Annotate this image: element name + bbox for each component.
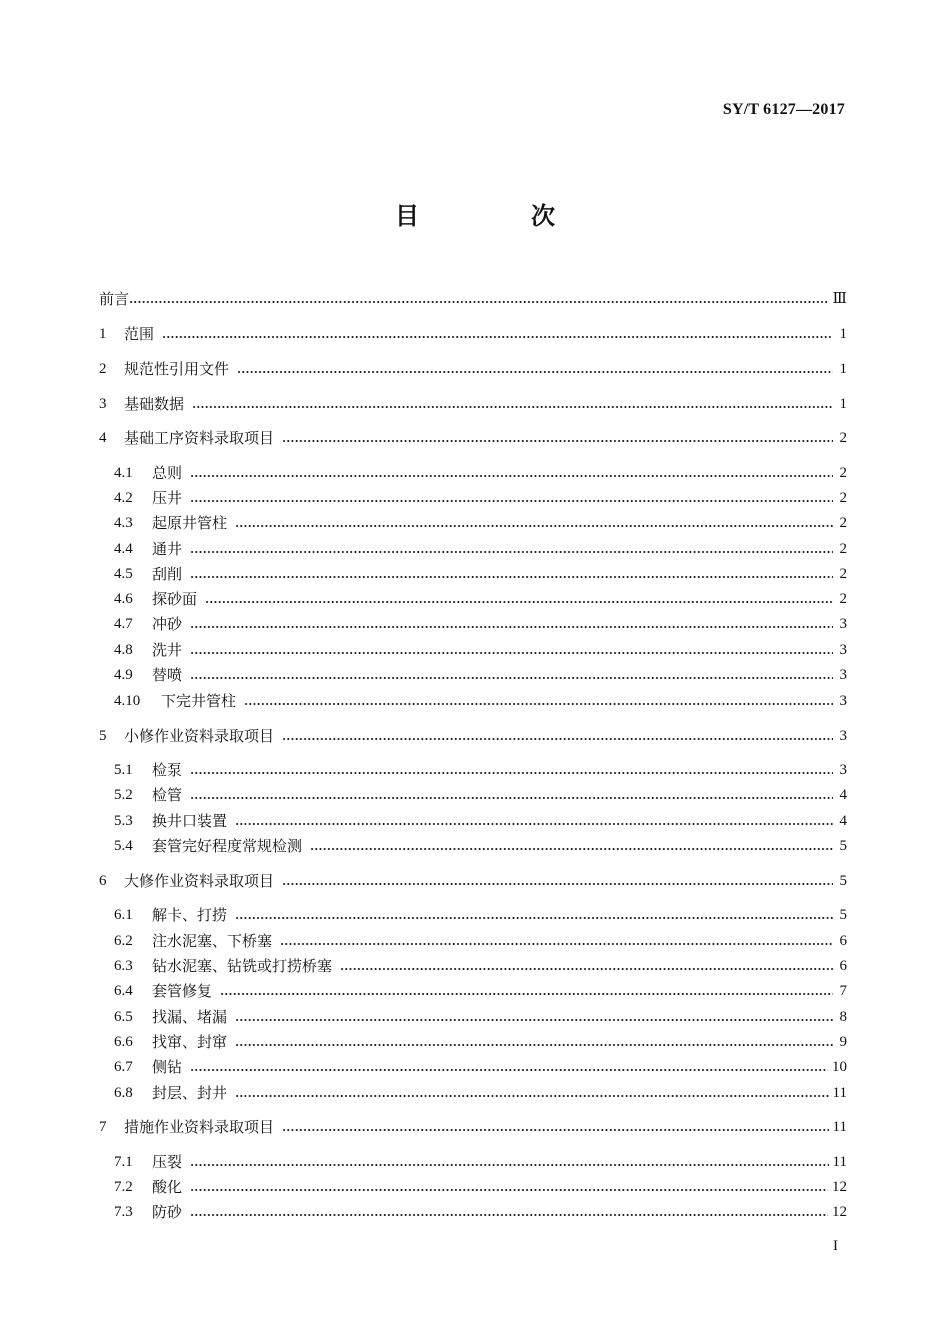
toc-entry[interactable]: [114, 954, 847, 976]
toc-entry[interactable]: [99, 1115, 847, 1137]
toc-entry[interactable]: [99, 869, 847, 891]
toc-entry-label: 大修作业资料录取项目: [124, 872, 275, 890]
toc-leader-dots: [190, 1213, 828, 1217]
toc-entry-label: 侧钻: [152, 1058, 183, 1076]
toc-leader-dots: [282, 1128, 829, 1132]
toc-entry-label: 洗井: [152, 641, 183, 659]
toc-entry-number: 2: [99, 361, 107, 377]
toc-entry-page: 1: [839, 396, 847, 412]
toc-entry-number: 5.4: [114, 838, 133, 854]
toc-entry-page: 11: [832, 1154, 847, 1170]
toc-entry[interactable]: [114, 461, 847, 483]
toc-entry-number: 6.7: [114, 1059, 133, 1075]
toc-leader-dots: [162, 335, 833, 339]
standard-code: SY/T 6127—2017: [722, 101, 845, 118]
toc-entry-number: 4.9: [114, 667, 133, 683]
toc-entry-label: 范围: [124, 325, 155, 343]
toc-entry[interactable]: [114, 1030, 847, 1052]
toc-entry-number: 6.5: [114, 1009, 133, 1025]
toc-entry-number: 1: [99, 326, 107, 342]
toc-entry-label: 检管: [152, 786, 183, 804]
toc-leader-dots: [190, 676, 833, 680]
toc-entry-label: 冲砂: [152, 615, 183, 633]
toc-leader-dots: [235, 524, 833, 528]
toc-entry-label: 解卡、打捞: [152, 906, 228, 924]
toc-entry-page: 2: [839, 566, 847, 582]
toc-entry[interactable]: [114, 1005, 847, 1027]
toc-entry-label: 封层、封井: [152, 1084, 228, 1102]
toc-entry-page: Ⅲ: [832, 291, 847, 307]
toc-entry-label: 压井: [152, 489, 183, 507]
toc-entry-number: 6.2: [114, 933, 133, 949]
toc-entry-page: 5: [839, 907, 847, 923]
toc-entry-page: 2: [839, 515, 847, 531]
toc-entry-page: 1: [839, 326, 847, 342]
toc-entry[interactable]: [114, 1055, 847, 1077]
toc-entry-label: 找窜、封窜: [152, 1033, 228, 1051]
toc-entry[interactable]: [114, 979, 847, 1001]
toc-entry[interactable]: [114, 809, 847, 831]
toc-entry[interactable]: [114, 612, 847, 634]
toc-leader-dots: [190, 550, 833, 554]
toc-leader-dots: [190, 1163, 829, 1167]
toc-entry-label: 总则: [152, 464, 183, 482]
toc-entry-number: 5: [99, 728, 107, 744]
toc-leader-dots: [190, 1068, 828, 1072]
toc-entry[interactable]: [114, 663, 847, 685]
toc-entry-page: 4: [839, 813, 847, 829]
toc-entry[interactable]: [114, 834, 847, 856]
toc-entry-page: 3: [839, 616, 847, 632]
toc-entry-page: 2: [839, 465, 847, 481]
toc-entry[interactable]: [114, 486, 847, 508]
toc-entry[interactable]: [114, 1150, 847, 1172]
toc-entry[interactable]: [99, 426, 847, 448]
toc-entry-page: 11: [832, 1119, 847, 1135]
toc-leader-dots: [235, 822, 833, 826]
toc-entry-number: 6.3: [114, 958, 133, 974]
toc-entry-label: 注水泥塞、下桥塞: [152, 932, 273, 950]
toc-entry-label: 找漏、堵漏: [152, 1008, 228, 1026]
toc-entry-number: 4.1: [114, 465, 133, 481]
toc-entry-label: 通井: [152, 540, 183, 558]
toc-leader-dots: [282, 737, 833, 741]
toc-entry[interactable]: [99, 357, 847, 379]
toc-entry-label: 钻水泥塞、钻铣或打捞桥塞: [152, 957, 333, 975]
toc-entry-page: 9: [839, 1034, 847, 1050]
toc-entry[interactable]: [99, 287, 847, 309]
toc-entry-number: 4.6: [114, 591, 133, 607]
toc-entry-page: 12: [832, 1204, 847, 1220]
toc-entry-label: 规范性引用文件: [124, 360, 230, 378]
toc-leader-dots: [190, 625, 833, 629]
toc-entry-number: 7.2: [114, 1179, 133, 1195]
toc-entry[interactable]: [114, 537, 847, 559]
toc-entry-page: 2: [839, 430, 847, 446]
toc-entry-label: 探砂面: [152, 590, 198, 608]
toc-entry[interactable]: [114, 783, 847, 805]
toc-entry-number: 7.3: [114, 1204, 133, 1220]
toc-leader-dots: [235, 1094, 829, 1098]
toc-entry-label: 检泵: [152, 761, 183, 779]
toc-entry-number: 4.10: [114, 693, 141, 709]
toc-entry-number: 5.1: [114, 762, 133, 778]
toc-entry-number: 4.5: [114, 566, 133, 582]
toc-entry-label: 酸化: [152, 1178, 183, 1196]
toc-leader-dots: [129, 300, 829, 304]
toc-entry-number: 6.8: [114, 1085, 133, 1101]
toc-entry-page: 8: [839, 1009, 847, 1025]
toc-entry-label: 防砂: [152, 1203, 183, 1221]
toc-entry-label: 刮削: [152, 565, 183, 583]
toc-entry-page: 3: [839, 642, 847, 658]
toc-entry-number: 4: [99, 430, 107, 446]
toc-leader-dots: [280, 942, 833, 946]
toc-entry-label: 措施作业资料录取项目: [124, 1118, 275, 1136]
toc-leader-dots: [237, 370, 833, 374]
page-number: I: [833, 1238, 838, 1254]
toc-entry-label: 压裂: [152, 1153, 183, 1171]
toc-entry-page: 5: [839, 873, 847, 889]
toc-entry[interactable]: [99, 322, 847, 344]
toc-entry[interactable]: [114, 689, 847, 711]
toc-entry-number: 5.2: [114, 787, 133, 803]
toc-leader-dots: [220, 992, 833, 996]
toc-entry-page: 2: [839, 541, 847, 557]
toc-entry[interactable]: [99, 392, 847, 414]
toc-entry-number: 6: [99, 873, 107, 889]
toc-entry-page: 2: [839, 490, 847, 506]
toc-entry[interactable]: [114, 511, 847, 533]
toc-leader-dots: [282, 882, 833, 886]
toc-entry-number: 4.3: [114, 515, 133, 531]
toc-entry-page: 11: [832, 1085, 847, 1101]
toc-entry-number: 6.6: [114, 1034, 133, 1050]
toc-entry-number: 4.2: [114, 490, 133, 506]
toc-entry-label: 基础工序资料录取项目: [124, 429, 275, 447]
toc-entry-page: 6: [839, 933, 847, 949]
toc-leader-dots: [205, 600, 833, 604]
toc-entry-label: 换井口装置: [152, 812, 228, 830]
toc-entry-page: 1: [839, 361, 847, 377]
toc-entry-label: 下完井管柱: [161, 692, 237, 710]
toc-entry-number: 4.4: [114, 541, 133, 557]
toc-entry-page: 4: [839, 787, 847, 803]
toc-leader-dots: [235, 1043, 833, 1047]
toc-leader-dots: [244, 702, 833, 706]
toc-entry-number: 6.4: [114, 983, 133, 999]
toc-entry[interactable]: [114, 929, 847, 951]
toc-leader-dots: [192, 405, 833, 409]
toc-entry[interactable]: [114, 1200, 847, 1222]
toc-entry[interactable]: [114, 638, 847, 660]
toc-entry-page: 7: [839, 983, 847, 999]
toc-leader-dots: [235, 1018, 833, 1022]
toc-entry-number: 3: [99, 396, 107, 412]
toc-entry[interactable]: [114, 562, 847, 584]
toc-leader-dots: [190, 575, 833, 579]
toc-entry[interactable]: [114, 1175, 847, 1197]
toc-entry-page: 12: [832, 1179, 847, 1195]
toc-leader-dots: [190, 796, 833, 800]
toc-entry-number: 7.1: [114, 1154, 133, 1170]
toc-entry-number: 5.3: [114, 813, 133, 829]
toc-leader-dots: [190, 1188, 828, 1192]
toc-entry-label: 替喷: [152, 666, 183, 684]
toc-entry-page: 3: [839, 728, 847, 744]
toc-entry-page: 10: [832, 1059, 847, 1075]
toc-entry-number: 6.1: [114, 907, 133, 923]
toc-leader-dots: [310, 847, 833, 851]
toc-leader-dots: [190, 651, 833, 655]
toc-entry-page: 3: [839, 693, 847, 709]
toc-leader-dots: [340, 967, 833, 971]
toc-entry[interactable]: [114, 587, 847, 609]
toc-leader-dots: [282, 439, 833, 443]
toc-entry-label: 前言: [99, 290, 130, 308]
toc-leader-dots: [190, 474, 833, 478]
toc-entry[interactable]: [114, 1081, 847, 1103]
toc-entry-page: 5: [839, 838, 847, 854]
toc-entry-page: 6: [839, 958, 847, 974]
toc-entry-page: 2: [839, 591, 847, 607]
toc-entry-number: 4.7: [114, 616, 133, 632]
toc-entry[interactable]: [114, 758, 847, 780]
toc-leader-dots: [190, 499, 833, 503]
toc-entry-number: 7: [99, 1119, 107, 1135]
toc-entry-page: 3: [839, 762, 847, 778]
toc-entry-label: 基础数据: [124, 395, 185, 413]
toc-entry-label: 套管修复: [152, 982, 213, 1000]
toc-entry[interactable]: [114, 903, 847, 925]
toc-entry-page: 3: [839, 667, 847, 683]
toc-leader-dots: [235, 916, 833, 920]
toc-entry[interactable]: [99, 724, 847, 746]
toc-entry-label: 起原井管柱: [152, 514, 228, 532]
toc-entry-label: 小修作业资料录取项目: [124, 727, 275, 745]
toc-leader-dots: [190, 771, 833, 775]
toc-entry-label: 套管完好程度常规检测: [152, 837, 303, 855]
page-title: 目 次: [395, 201, 599, 230]
toc-entry-number: 4.8: [114, 642, 133, 658]
